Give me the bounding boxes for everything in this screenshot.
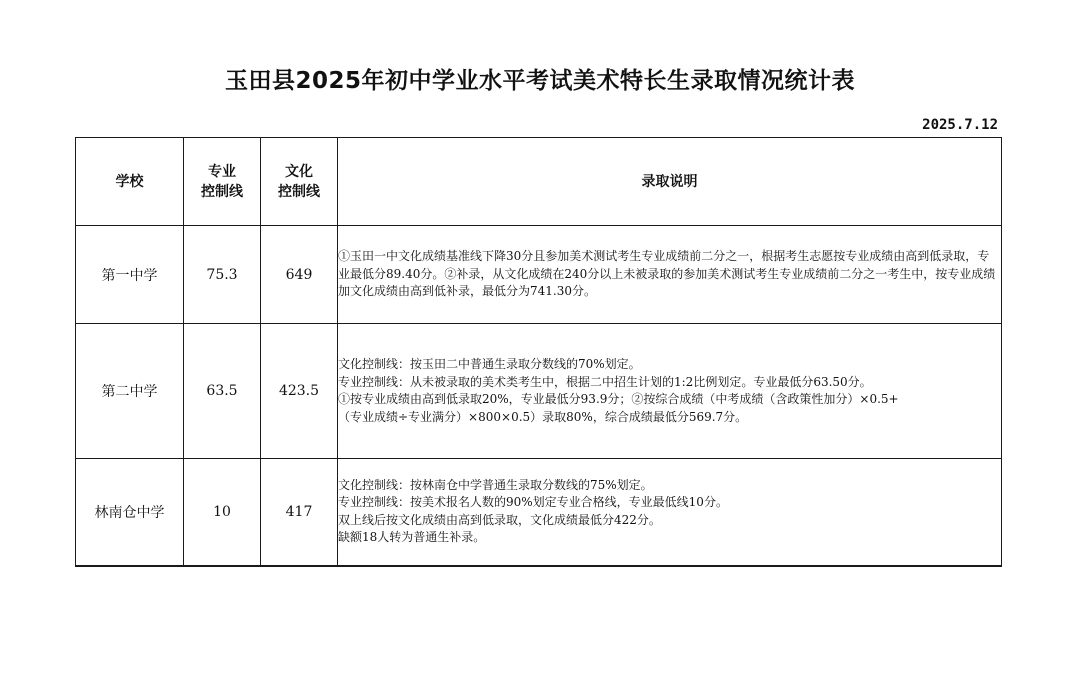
cell-school: 第二中学 (76, 324, 184, 459)
header-description: 录取说明 (338, 138, 1002, 226)
description-line: 缺额18人转为普通生补录。 (338, 530, 486, 545)
description-line: （专业成绩÷专业满分）×800×0.5）录取80%，综合成绩最低分569.7分。 (338, 409, 748, 424)
description-line: 文化控制线：按林南仓中学普通生录取分数线的75%划定。 (338, 477, 653, 492)
cell-description (338, 459, 1002, 566)
table-header-row (76, 138, 1002, 226)
description-text: ①玉田一中文化成绩基准线下降30分且参加美术测试考生专业成绩前二分之一，根据考生志愿按专业成绩由高到低录取，专业最低分89.40分。②补录，从文化成绩在240分以上未被录取的参加美术测试考生专业成绩前二分之一考生中，按专业成绩加文化成绩由高到低补录，最低分为741.30分。 (338, 249, 996, 299)
header-culture-cutoff (261, 138, 338, 226)
description-line: 专业控制线：从未被录取的美术类考生中，根据二中招生计划的1:2比例划定。专业最低分63.50分。 (338, 374, 872, 389)
admission-stats-table (75, 137, 1002, 567)
description-line: 专业控制线：按美术报名人数的90%划定专业合格线，专业最低线10分。 (338, 495, 728, 510)
table-row (76, 324, 1002, 459)
cell-school: 林南仓中学 (76, 459, 184, 566)
header-major-cutoff (184, 138, 261, 226)
description-line: 文化控制线：按玉田二中普通生录取分数线的70%划定。 (338, 357, 641, 371)
cell-description (338, 324, 1002, 459)
cell-culture-cutoff: 423.5 (261, 324, 338, 459)
cell-culture-cutoff: 417 (261, 459, 338, 566)
cell-description (338, 226, 1002, 324)
cell-culture-cutoff: 649 (261, 226, 338, 324)
cell-major-cutoff: 63.5 (184, 324, 261, 459)
header-major-cutoff-line1: 专业 (208, 163, 236, 180)
document-date: 2025.7.12 (922, 117, 998, 133)
table-row (76, 459, 1002, 566)
header-major-cutoff-line2: 控制线 (201, 183, 243, 200)
header-school: 学校 (76, 138, 184, 226)
description-line: 双上线后按文化成绩由高到低录取，文化成绩最低分422分。 (338, 512, 661, 527)
cell-school: 第一中学 (76, 226, 184, 324)
page-title: 玉田县2025年初中学业水平考试美术特长生录取情况统计表 (224, 68, 855, 94)
header-culture-cutoff-line1: 文化 (285, 163, 313, 180)
description-line: ①按专业成绩由高到低录取20%，专业最低分93.9分；②按综合成绩（中考成绩（含政策性加分）×0.5+ (338, 392, 899, 406)
table-row (76, 226, 1002, 324)
cell-major-cutoff: 10 (184, 459, 261, 566)
cell-major-cutoff: 75.3 (184, 226, 261, 324)
header-culture-cutoff-line2: 控制线 (278, 183, 320, 200)
